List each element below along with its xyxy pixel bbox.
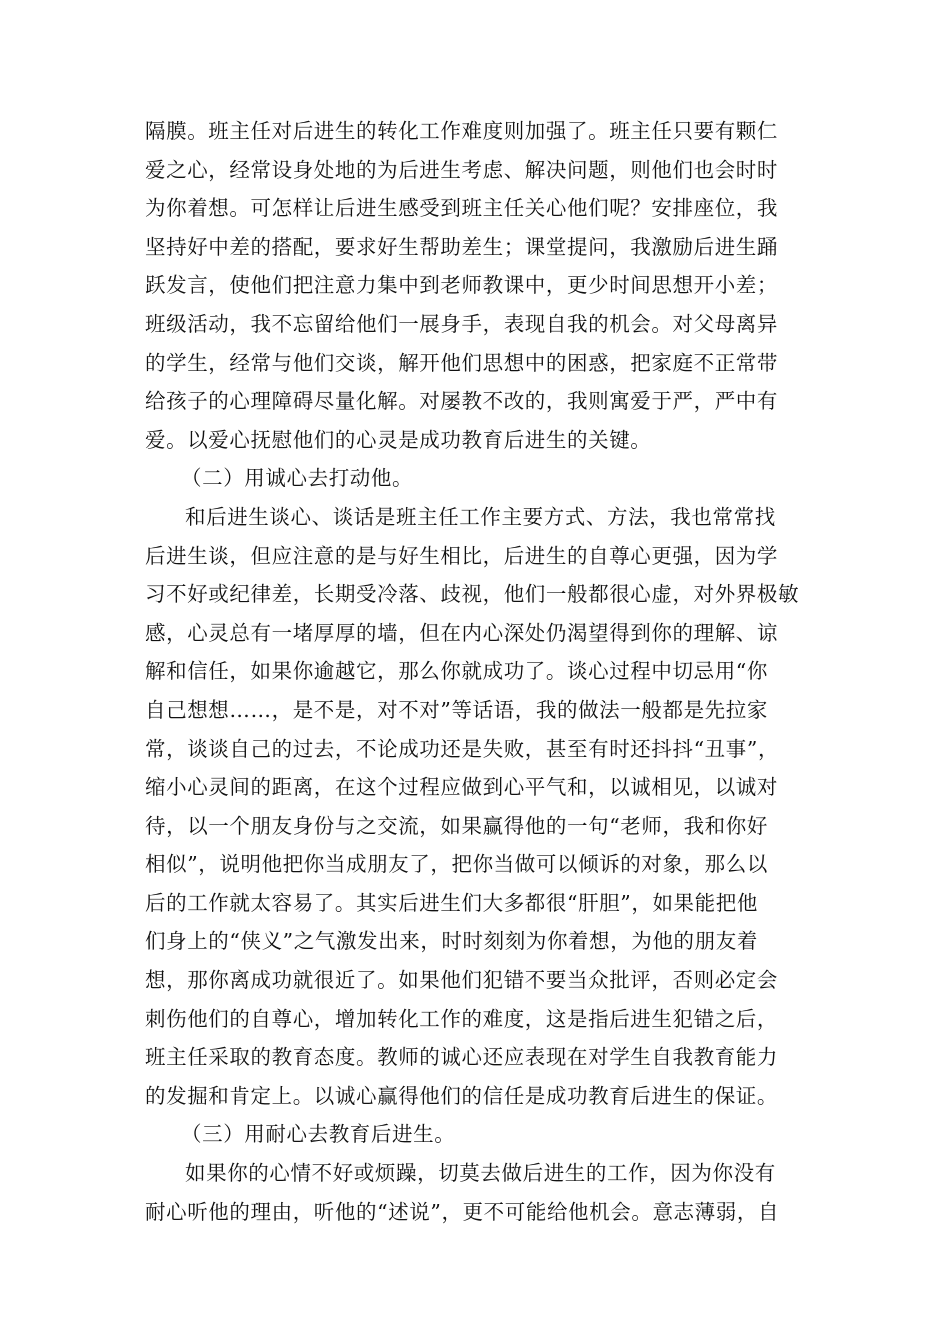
text-line: 常，谈谈自己的过去，不论成功还是失败，甚至有时还抖抖“丑事”， [145, 736, 780, 761]
text-line: 们身上的“侠义”之气激发出来，时时刻刻为你着想，为他的朋友着 [145, 929, 758, 954]
text-line: 的学生，经常与他们交谈，解开他们思想中的困惑，把家庭不正常带 [145, 350, 778, 375]
text-line: 班级活动，我不忘留给他们一展身手，表现自我的机会。对父母离异 [145, 311, 778, 336]
section-heading: （三）用耐心去教育后进生。 [181, 1122, 456, 1147]
text-line: 班主任采取的教育态度。教师的诚心还应表现在对学生自我教育能力 [145, 1045, 778, 1070]
text-line: 为你着想。可怎样让后进生感受到班主任关心他们呢？安排座位，我 [145, 196, 778, 221]
text-line: 相似”，说明他把你当成朋友了，把你当做可以倾诉的对象，那么以 [145, 852, 768, 877]
text-line: 后进生谈，但应注意的是与好生相比，后进生的自尊心更强，因为学 [145, 543, 778, 568]
text-line: 跃发言，使他们把注意力集中到老师教课中，更少时间思想开小差； [145, 273, 778, 298]
text-line: 后的工作就太容易了。其实后进生们大多都很“肝胆”，如果能把他 [145, 890, 758, 915]
body-text [145, 112, 815, 1231]
text-line: 的发掘和肯定上。以诚心赢得他们的信任是成功教育后进生的保证。 [145, 1083, 778, 1108]
section-heading: （二）用诚心去打动他。 [181, 466, 414, 491]
text-line: 爱之心，经常设身处地的为后进生考虑、解决问题，则他们也会时时 [145, 157, 778, 182]
text-line: 隔膜。班主任对后进生的转化工作难度则加强了。班主任只要有颗仁 [145, 119, 778, 143]
text-line: 缩小心灵间的距离，在这个过程应做到心平气和，以诚相见，以诚对 [145, 775, 778, 800]
text-line: 待，以一个朋友身份与之交流，如果赢得他的一句“老师，我和你好 [145, 813, 768, 838]
text-line: 给孩子的心理障碍尽量化解。对屡教不改的，我则寓爱于严，严中有 [145, 389, 778, 414]
text-line: 刺伤他们的自尊心，增加转化工作的难度，这是指后进生犯错之后， [145, 1006, 778, 1031]
text-line: 感，心灵总有一堵厚厚的墙，但在内心深处仍渴望得到你的理解、谅 [145, 620, 778, 645]
text-line: 解和信任，如果你逾越它，那么你就成功了。谈心过程中切忌用“你 [145, 659, 768, 684]
text-line: 坚持好中差的搭配，要求好生帮助差生；课堂提问，我激励后进生踊 [145, 234, 778, 259]
text-line: 自己想想……，是不是，对不对”等话语，我的做法一般都是先拉家 [145, 697, 768, 722]
paragraph-start-line: 和后进生谈心、谈话是班主任工作主要方式、方法，我也常常找 [185, 504, 776, 529]
text-line: 想，那你离成功就很近了。如果他们犯错不要当众批评，否则必定会 [145, 968, 778, 993]
text-line: 耐心听他的理由，听他的“述说”，更不可能给他机会。意志薄弱，自 [145, 1199, 780, 1224]
text-line: 爱。以爱心抚慰他们的心灵是成功教育后进生的关键。 [145, 427, 652, 452]
paragraph-start-line: 如果你的心情不好或烦躁，切莫去做后进生的工作，因为你没有 [185, 1161, 776, 1186]
text-line: 习不好或纪律差，长期受冷落、歧视，他们一般都很心虚，对外界极敏 [145, 582, 800, 607]
